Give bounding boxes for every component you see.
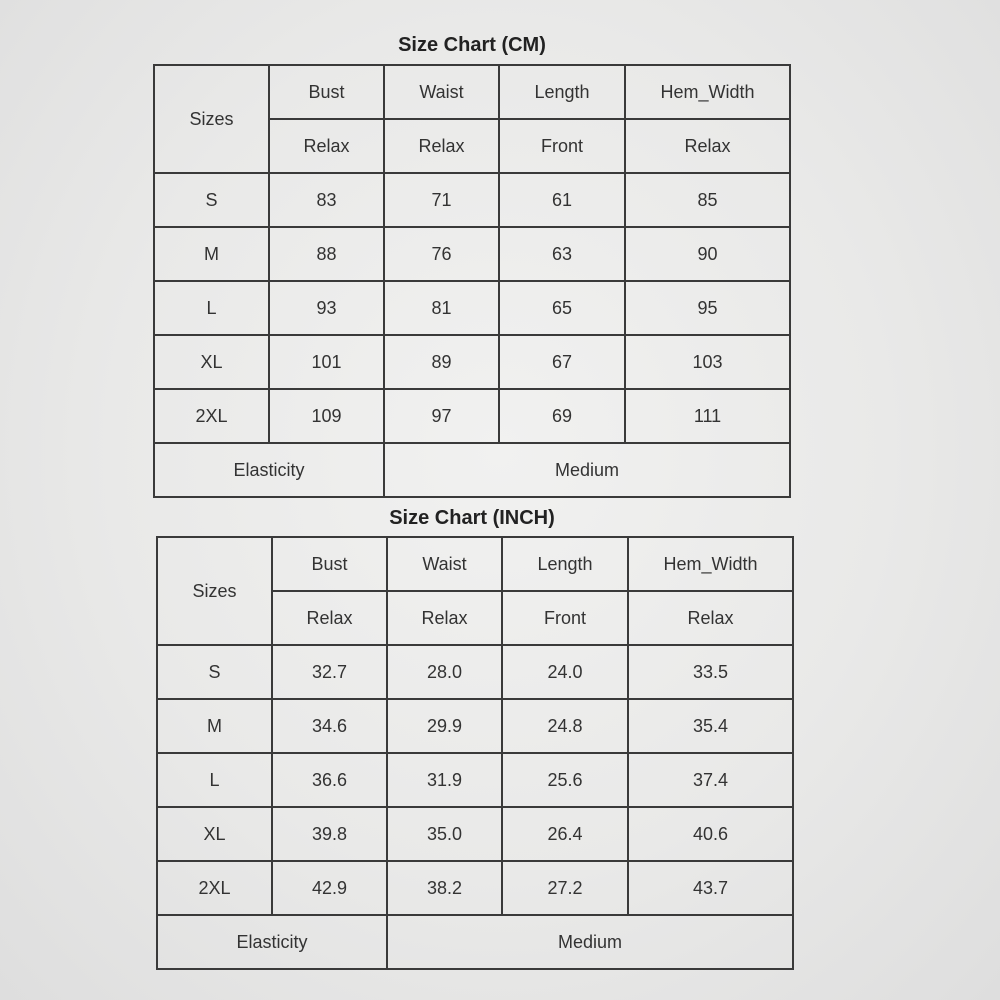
cm-chart-title: Size Chart (CM) <box>398 34 546 56</box>
value-cell: 35.0 <box>387 807 502 861</box>
value-cell: 27.2 <box>502 861 628 915</box>
value-cell: 33.5 <box>628 645 793 699</box>
elasticity-row <box>157 915 793 969</box>
inch-chart-title: Size Chart (INCH) <box>389 507 555 529</box>
subheader-length: Front <box>502 591 628 645</box>
value-cell: 43.7 <box>628 861 793 915</box>
inch-size-table <box>156 536 794 970</box>
header-hem-width: Hem_Width <box>628 537 793 591</box>
value-cell: 42.9 <box>272 861 387 915</box>
table-row <box>157 861 793 915</box>
sizes-header: Sizes <box>157 537 272 645</box>
subheader-waist: Relax <box>387 591 502 645</box>
table-header-row <box>154 65 790 119</box>
value-cell: 89 <box>384 335 499 389</box>
table-row <box>157 699 793 753</box>
subheader-waist: Relax <box>384 119 499 173</box>
value-cell: 37.4 <box>628 753 793 807</box>
value-cell: 63 <box>499 227 625 281</box>
value-cell: 31.9 <box>387 753 502 807</box>
value-cell: 65 <box>499 281 625 335</box>
table-header-row <box>157 537 793 591</box>
table-row <box>157 645 793 699</box>
elasticity-value: Medium <box>384 443 790 497</box>
header-length: Length <box>499 65 625 119</box>
header-waist: Waist <box>384 65 499 119</box>
value-cell: 28.0 <box>387 645 502 699</box>
header-bust: Bust <box>272 537 387 591</box>
value-cell: 39.8 <box>272 807 387 861</box>
value-cell: 109 <box>269 389 384 443</box>
table-row <box>157 807 793 861</box>
value-cell: 32.7 <box>272 645 387 699</box>
size-cell: M <box>154 227 269 281</box>
value-cell: 40.6 <box>628 807 793 861</box>
value-cell: 38.2 <box>387 861 502 915</box>
value-cell: 24.8 <box>502 699 628 753</box>
size-cell: L <box>154 281 269 335</box>
value-cell: 24.0 <box>502 645 628 699</box>
value-cell: 83 <box>269 173 384 227</box>
value-cell: 69 <box>499 389 625 443</box>
header-bust: Bust <box>269 65 384 119</box>
subheader-hem-width: Relax <box>625 119 790 173</box>
size-cell: XL <box>157 807 272 861</box>
value-cell: 61 <box>499 173 625 227</box>
value-cell: 111 <box>625 389 790 443</box>
value-cell: 29.9 <box>387 699 502 753</box>
value-cell: 35.4 <box>628 699 793 753</box>
size-cell: 2XL <box>154 389 269 443</box>
value-cell: 81 <box>384 281 499 335</box>
sizes-header: Sizes <box>154 65 269 173</box>
value-cell: 36.6 <box>272 753 387 807</box>
value-cell: 95 <box>625 281 790 335</box>
table-row <box>157 753 793 807</box>
header-length: Length <box>502 537 628 591</box>
elasticity-row <box>154 443 790 497</box>
value-cell: 34.6 <box>272 699 387 753</box>
value-cell: 101 <box>269 335 384 389</box>
header-waist: Waist <box>387 537 502 591</box>
value-cell: 25.6 <box>502 753 628 807</box>
subheader-hem-width: Relax <box>628 591 793 645</box>
elasticity-label: Elasticity <box>157 915 387 969</box>
size-cell: S <box>157 645 272 699</box>
elasticity-value: Medium <box>387 915 793 969</box>
subheader-bust: Relax <box>269 119 384 173</box>
size-cell: L <box>157 753 272 807</box>
value-cell: 93 <box>269 281 384 335</box>
size-cell: XL <box>154 335 269 389</box>
subheader-length: Front <box>499 119 625 173</box>
value-cell: 67 <box>499 335 625 389</box>
table-row <box>154 227 790 281</box>
subheader-bust: Relax <box>272 591 387 645</box>
value-cell: 88 <box>269 227 384 281</box>
size-cell: M <box>157 699 272 753</box>
value-cell: 97 <box>384 389 499 443</box>
value-cell: 71 <box>384 173 499 227</box>
size-cell: S <box>154 173 269 227</box>
value-cell: 26.4 <box>502 807 628 861</box>
value-cell: 103 <box>625 335 790 389</box>
value-cell: 90 <box>625 227 790 281</box>
value-cell: 85 <box>625 173 790 227</box>
table-row <box>154 281 790 335</box>
table-row <box>154 389 790 443</box>
table-row <box>154 173 790 227</box>
value-cell: 76 <box>384 227 499 281</box>
elasticity-label: Elasticity <box>154 443 384 497</box>
size-cell: 2XL <box>157 861 272 915</box>
table-row <box>154 335 790 389</box>
cm-size-table <box>153 64 791 498</box>
header-hem-width: Hem_Width <box>625 65 790 119</box>
